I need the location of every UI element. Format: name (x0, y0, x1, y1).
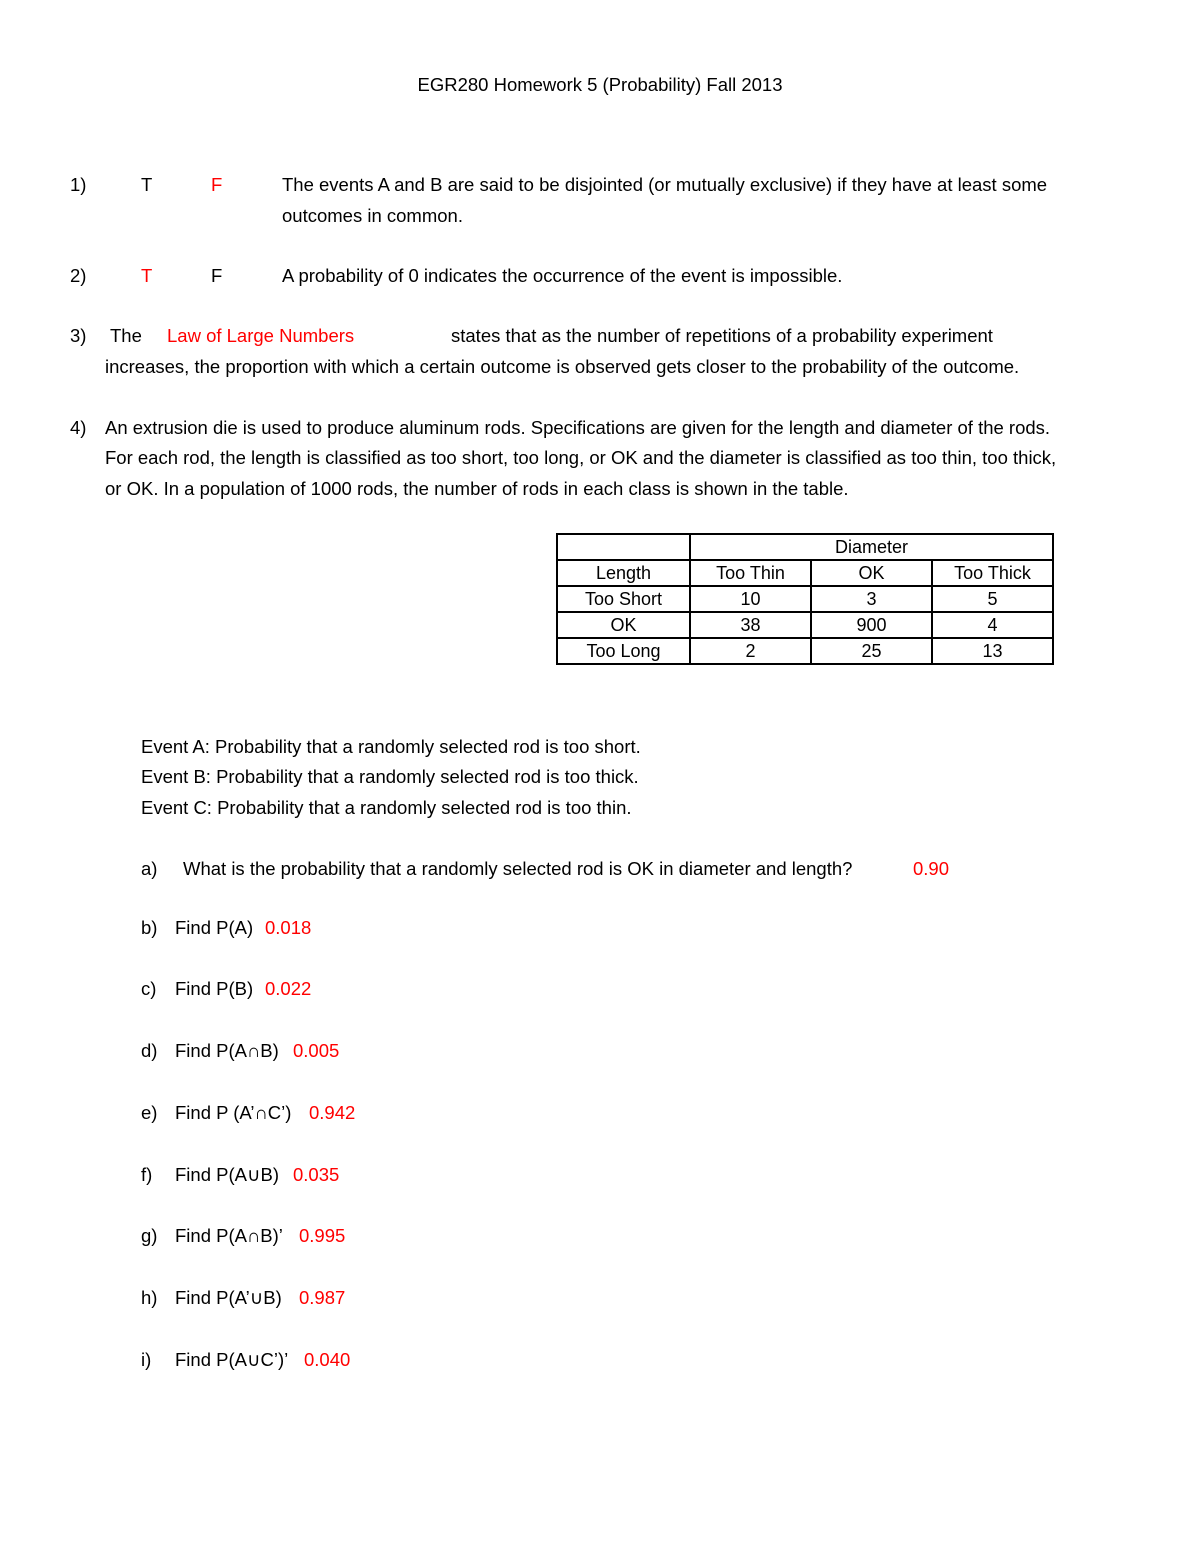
rod-classification-table (556, 533, 1054, 665)
sub-question-label: h) (141, 1287, 158, 1308)
page-title: EGR280 Homework 5 (Probability) Fall 2013 (417, 74, 783, 95)
sub-question-text: Find P(A∪C’)’ (175, 1349, 289, 1370)
sub-question-answer: 0.022 (265, 978, 312, 999)
sub-question-label: g) (141, 1225, 158, 1246)
table-cell: 10 (690, 586, 811, 612)
table-cell: 900 (811, 612, 932, 638)
sub-question-text: Find P(A’∪B) (175, 1287, 282, 1308)
sub-question-label: f) (141, 1164, 153, 1185)
sub-question-label: d) (141, 1040, 158, 1061)
sub-question-text: Find P (A’∩C’) (175, 1102, 292, 1123)
row-label: Too Long (557, 638, 690, 664)
sub-question-answer: 0.005 (293, 1040, 340, 1061)
sub-question-text: What is the probability that a randomly selected rod is OK in diameter and length? (183, 858, 853, 879)
event-c-definition: Event C: Probability that a randomly selected rod is too thin. (141, 797, 632, 818)
sub-question-label: a) (141, 858, 158, 879)
question-text: states that as the number of repetitions of a probability experiment (451, 325, 993, 346)
sub-question-text: Find P(A) (175, 917, 254, 938)
event-b-definition: Event B: Probability that a randomly selected rod is too thick. (141, 766, 639, 787)
false-option-selected: F (211, 174, 223, 195)
column-header: Too Thin (690, 560, 811, 586)
question-number: 3) (70, 325, 87, 346)
question-number: 1) (70, 174, 87, 195)
table-cell: 38 (690, 612, 811, 638)
row-label: OK (557, 612, 690, 638)
column-header: Length (557, 560, 690, 586)
event-a-definition: Event A: Probability that a randomly selected rod is too short. (141, 736, 641, 757)
sub-question-label: e) (141, 1102, 158, 1123)
table-header-row (557, 534, 1053, 560)
column-header: OK (811, 560, 932, 586)
false-option: F (211, 265, 223, 286)
question-text: A probability of 0 indicates the occurrence of the event is impossible. (282, 265, 843, 286)
sub-question-text: Find P(B) (175, 978, 254, 999)
true-option: T (141, 174, 153, 195)
diameter-group-header: Diameter (690, 534, 1053, 560)
question-text: The events A and B are said to be disjointed (or mutually exclusive) if they have at least some (282, 174, 1048, 195)
table-cell: 5 (932, 586, 1053, 612)
sub-question-answer: 0.995 (299, 1225, 346, 1246)
sub-question-text: Find P(A∩B)’ (175, 1225, 283, 1246)
question-text-lead: The (110, 325, 142, 346)
sub-question-answer: 0.90 (913, 858, 950, 879)
question-text-continued: or OK. In a population of 1000 rods, the number of rods in each class is shown in the table. (105, 478, 849, 499)
table-cell: 4 (932, 612, 1053, 638)
column-header: Too Thick (932, 560, 1053, 586)
question-text: An extrusion die is used to produce aluminum rods. Specifications are given for the length and diameter of the rods. (105, 417, 1051, 438)
table-cell: 3 (811, 586, 932, 612)
sub-question-answer: 0.035 (293, 1164, 340, 1185)
question-text-continued: outcomes in common. (282, 205, 463, 226)
table-row (557, 638, 1053, 664)
table-row (557, 586, 1053, 612)
question-text-continued: increases, the proportion with which a certain outcome is observed gets closer to the probability of the outcome. (105, 356, 1020, 377)
true-option-selected: T (141, 265, 153, 286)
table-cell: 2 (690, 638, 811, 664)
table-corner-cell (557, 534, 690, 560)
table-cell: 13 (932, 638, 1053, 664)
question-number: 4) (70, 417, 87, 438)
fill-in-answer: Law of Large Numbers (167, 325, 355, 346)
sub-question-label: b) (141, 917, 158, 938)
sub-question-text: Find P(A∪B) (175, 1164, 280, 1185)
sub-question-label: c) (141, 978, 157, 999)
table-cell: 25 (811, 638, 932, 664)
sub-question-answer: 0.942 (309, 1102, 356, 1123)
sub-question-answer: 0.018 (265, 917, 312, 938)
table-row (557, 612, 1053, 638)
sub-question-answer: 0.987 (299, 1287, 346, 1308)
table-column-header-row (557, 560, 1053, 586)
sub-question-answer: 0.040 (304, 1349, 351, 1370)
sub-question-text: Find P(A∩B) (175, 1040, 279, 1061)
question-number: 2) (70, 265, 87, 286)
row-label: Too Short (557, 586, 690, 612)
question-text-continued: For each rod, the length is classified as too short, too long, or OK and the diameter is classified as too thin, too thick, (105, 447, 1057, 468)
sub-question-label: i) (141, 1349, 152, 1370)
